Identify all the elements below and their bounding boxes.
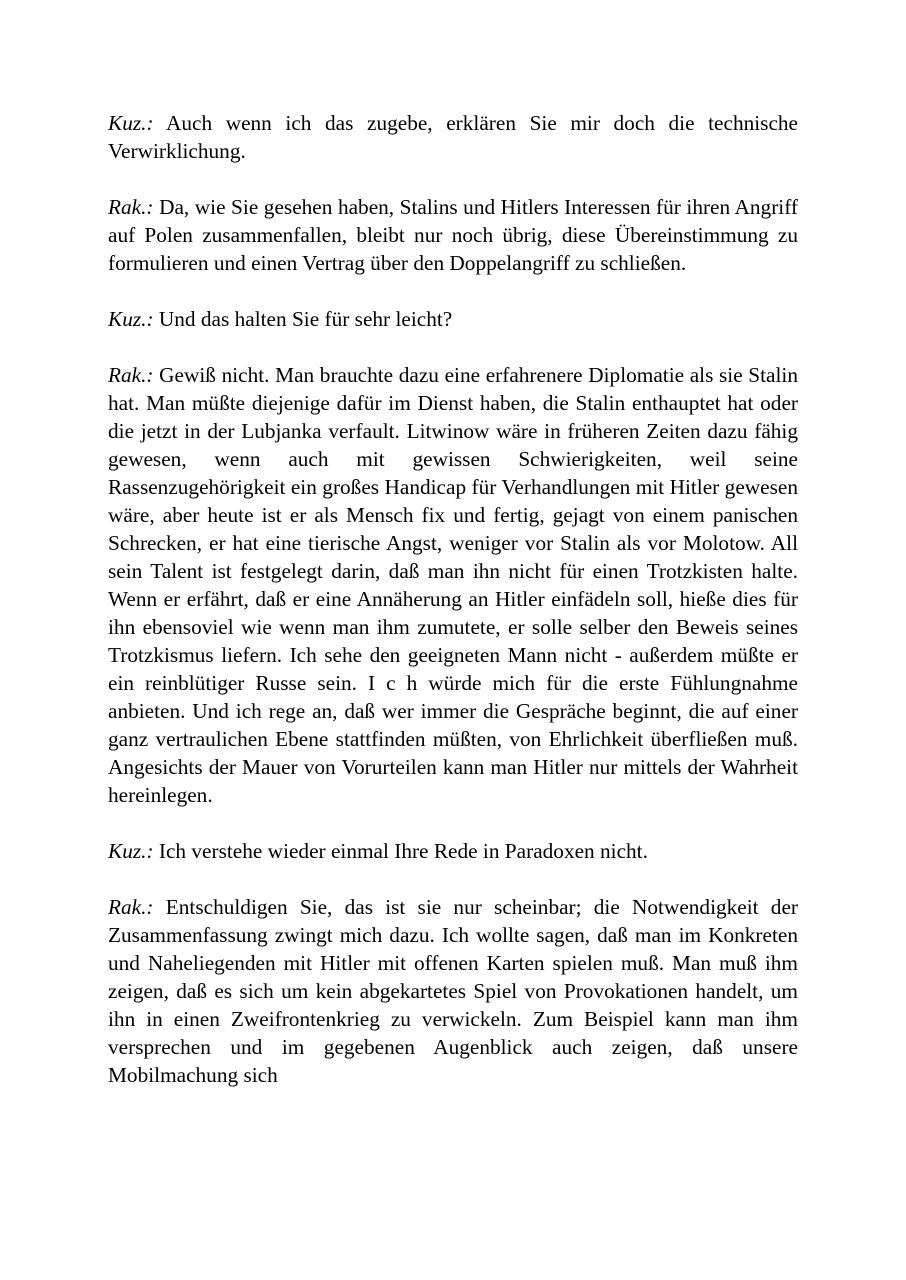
dialogue-paragraph xyxy=(108,837,798,865)
paragraph-text: Gewiß nicht. Man brauchte dazu eine erfahrenere Diplomatie als sie Stalin hat. Man müßte diejenige dafür im Dienst haben, die Stalin enthauptet hat oder die jetzt in der Lubjanka verfault. Litwinow wäre in früheren Zeiten dazu fähig gewesen, wenn auch mit gewissen Schwierigkeiten, weil seine Rassenzugehörigkeit ein großes Handicap für Verhandlungen mit Hitler gewesen wäre, aber heute ist er als Mensch fix und fertig, gejagt von einem panischen Schrecken, er hat eine tierische Angst, weniger vor Stalin als vor Molotow. All sein Talent ist festgelegt darin, daß man ihn nicht für einen Trotzkisten halte. Wenn er erfährt, daß er eine Annäherung an Hitler einfädeln soll, hieße dies für ihn ebensoviel wie wenn man ihm zumutete, er solle selber den Beweis seines Trotzkismus liefern. Ich sehe den geeigneten Mann nicht - außerdem müßte er ein reinblütiger Russe sein. I c h würde mich für die erste Fühlungnahme anbieten. Und ich rege an, daß wer immer die Gespräche beginnt, die auf einer ganz vertraulichen Ebene stattfinden müßten, von Ehrlichkeit überfließen muß. Angesichts der Mauer von Vorurteilen kann man Hitler nur mittels der Wahrheit hereinlegen. xyxy=(108,363,798,807)
document-page xyxy=(108,109,798,1117)
paragraph-text: Ich verstehe wieder einmal Ihre Rede in Paradoxen nicht. xyxy=(158,839,648,863)
speaker-label: Kuz.: xyxy=(108,307,154,331)
paragraph-text: Und das halten Sie für sehr leicht? xyxy=(158,307,453,331)
paragraph-text: Da, wie Sie gesehen haben, Stalins und Hitlers Interessen für ihren Angriff auf Polen zusammenfallen, bleibt nur noch übrig, diese Übereinstimmung zu formulieren und einen Vertrag über den Doppelangriff zu schließen. xyxy=(108,195,799,275)
speaker-label: Kuz.: xyxy=(108,111,154,135)
dialogue-paragraph xyxy=(108,361,798,809)
speaker-label: Rak.: xyxy=(108,895,154,919)
dialogue-paragraph xyxy=(108,893,798,1089)
speaker-label: Kuz.: xyxy=(108,839,154,863)
paragraph-text: Entschuldigen Sie, das ist sie nur scheinbar; die Notwendigkeit der Zusammenfassung zwingt mich dazu. Ich wollte sagen, daß man im Konkreten und Naheliegenden mit Hitler mit offenen Karten spielen muß. Man muß ihm zeigen, daß es sich um kein abgekartetes Spiel von Provokationen handelt, um ihn in einen Zweifrontenkrieg zu verwickeln. Zum Beispiel kann man ihm versprechen und im gegebenen Augenblick auch zeigen, daß unsere Mobilmachung sich xyxy=(108,895,798,1087)
speaker-label: Rak.: xyxy=(108,195,154,219)
paragraph-text: Auch wenn ich das zugebe, erklären Sie mir doch die technische Verwirklichung. xyxy=(108,111,798,163)
dialogue-paragraph xyxy=(108,305,798,333)
dialogue-paragraph xyxy=(108,109,798,165)
speaker-label: Rak.: xyxy=(108,363,154,387)
dialogue-paragraph xyxy=(108,193,798,277)
